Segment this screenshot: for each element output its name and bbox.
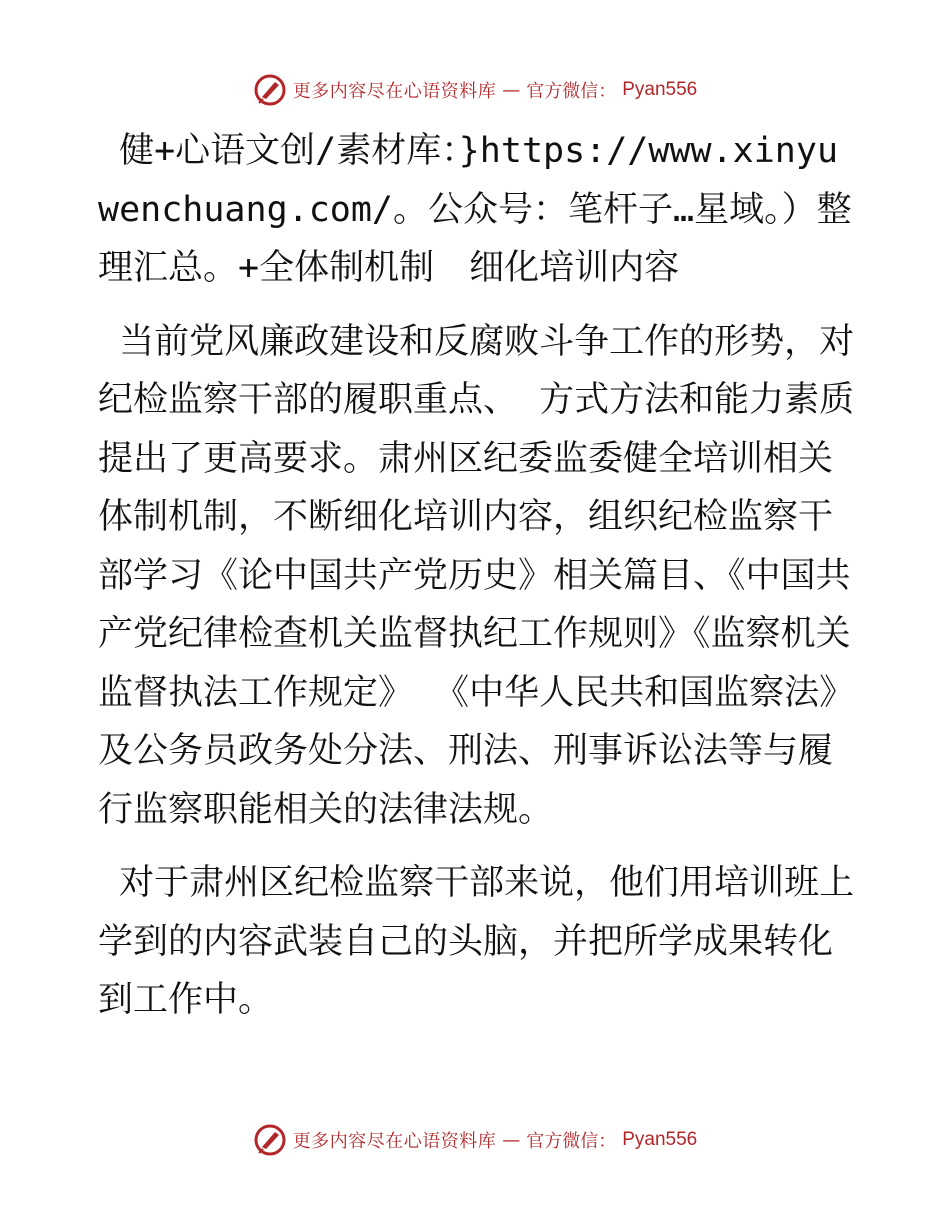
watermark-wechat-id: Pyan556 [622, 79, 698, 100]
paragraph-1: 健+心语文创/素材库：}https://www.xinyuwenchuang.com/。公众号：笔杆子…星域。）整理汇总。+全体制机制 细化培训内容 [98, 131, 852, 288]
watermark-title: 更多内容尽在心语资料库 [292, 81, 497, 102]
watermark-subtitle: 官方微信： [526, 1131, 617, 1152]
paragraph-2: 当前党风廉政建设和反腐败斗争工作的形势，对纪检监察干部的履职重点、 方式方法和能力素质提出了更高要求。肃州区纪委监委健全培训相关体制机制，不断细化培训内容，组织纪检监察干部学习《论中国共产党历史》相关篇目、《中国共产党纪律检查机关监督执纪工作规则》《监察机关监督执法工作规定》 《中华人民共和国监察法》及公务员政务处分法、刑法、刑事诉讼法等与履行监察职能相关的法律法规。 [98, 321, 855, 830]
watermark-subtitle: 官方微信： [526, 81, 617, 102]
quill-circle-icon [253, 73, 287, 107]
document-body [98, 122, 858, 1045]
quill-circle-icon [253, 1123, 287, 1157]
watermark-title: 更多内容尽在心语资料库 [292, 1131, 497, 1152]
footer-watermark [0, 1120, 950, 1160]
watermark-dash: — [502, 1129, 521, 1151]
watermark-dash: — [502, 79, 521, 101]
paragraph-3: 对于肃州区纪检监察干部来说，他们用培训班上学到的内容武装自己的头脑，并把所学成果转化到工作中。 [98, 863, 855, 1020]
watermark-wechat-id: Pyan556 [622, 1129, 698, 1150]
header-watermark [0, 70, 950, 110]
